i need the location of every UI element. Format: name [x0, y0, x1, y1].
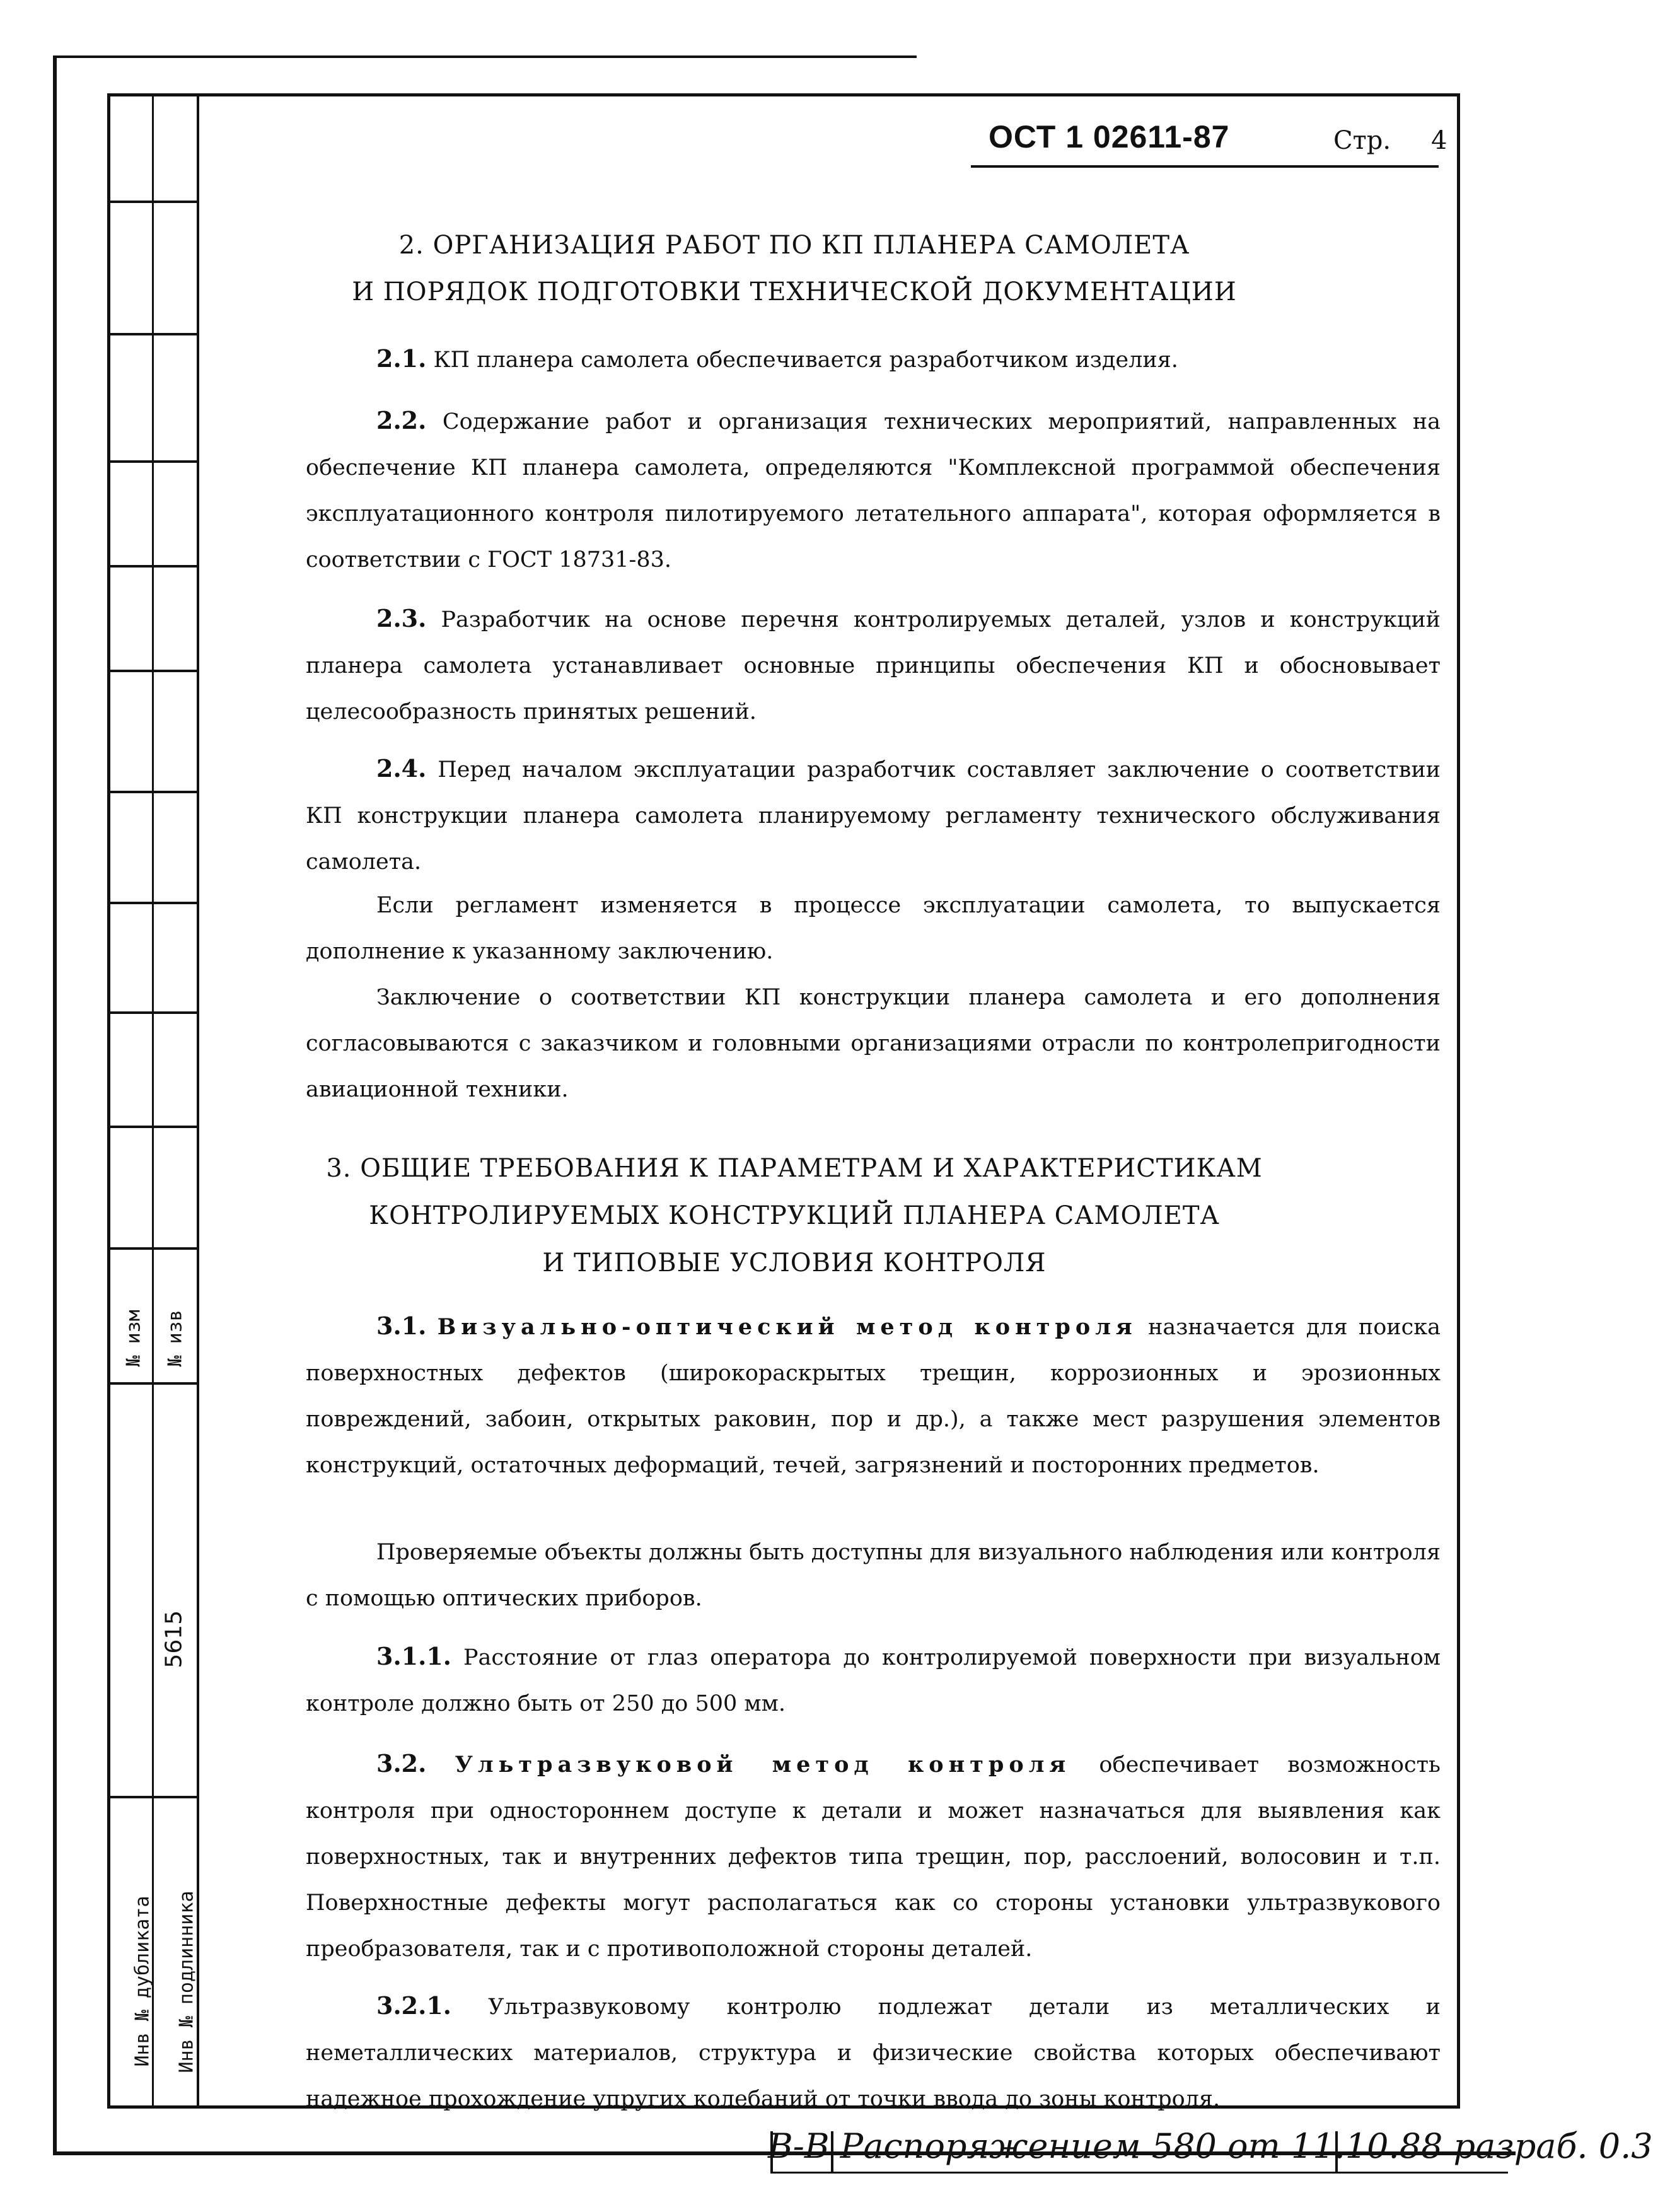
margin-izm-label: № изм [122, 1310, 145, 1367]
method-term: Визуально-оптический метод контроля [437, 1314, 1137, 1340]
paragraph-2-1 [306, 335, 1441, 383]
outer-border-top [53, 55, 917, 58]
paragraph-text: КП планера самолета обеспечивается разработчиком изделия. [426, 347, 1178, 373]
clause-number: 2.3. [376, 604, 427, 632]
amendment-note: В-В Распоряжением 580 от 11.10.88 разраб. 0.3 [768, 2126, 1653, 2166]
page-label: Стр. [1333, 126, 1391, 155]
clause-number: 2.1. [376, 344, 427, 373]
margin-cell-line [107, 565, 199, 568]
clause-number: 2.4. [376, 754, 427, 783]
paragraph-2-4-b: Если регламент изменяется в процессе эксплуатации самолета, то выпускается дополнение к указанному заключению. [306, 893, 1441, 964]
margin-cell-line [107, 1011, 199, 1014]
clause-number: 3.1. [376, 1312, 427, 1340]
margin-cell-line [107, 460, 199, 463]
paragraph-text: Ультразвуковому контролю подлежат детали из металлических и неметаллических материалов, структура и физические свойства которых обеспечивают надежное прохождение упругих колебаний от точки ввода до зоны контроля. [306, 1994, 1441, 2112]
margin-izv-label: № изв [164, 1310, 187, 1367]
paragraph-2-4-c: Заключение о соответствии КП конструкции планера самолета и его дополнения согласовываются с заказчиком и головными организациями отрасли по контролепригодности авиационной техники. [306, 985, 1441, 1102]
margin-divider-2 [197, 93, 199, 2109]
paragraph-3-1-b: Проверяемые объекты должны быть доступны для визуального наблюдения или контроля с помощью оптических приборов. [306, 1540, 1441, 1611]
paragraph-text: Перед началом эксплуатации разработчик составляет заключение о соответствии КП конструкции планера самолета планируемому регламенту технического обслуживания самолета. [306, 757, 1441, 875]
margin-number: 5615 [161, 1610, 187, 1668]
section2-title-line1: 2. ОРГАНИЗАЦИЯ РАБОТ ПО КП ПЛАНЕРА САМОЛЕТА [398, 231, 1190, 260]
footer-underline [770, 2172, 1508, 2174]
paragraph-text: Содержание работ и организация технических мероприятий, направленных на обеспечение КП планера самолета, определяются "Комплексной программой обеспечения эксплуатационного контроля пилотируемого летательного аппарата", которая оформляется в соответствии с ГОСТ 18731-83. [306, 409, 1441, 573]
section2-title-line2: И ПОРЯДОК ПОДГОТОВКИ ТЕХНИЧЕСКОЙ ДОКУМЕНТАЦИИ [352, 277, 1237, 306]
paragraph-text: Расстояние от глаз оператора до контролируемой поверхности при визуальном контроле должно быть от 250 до 500 мм. [306, 1645, 1441, 1716]
paragraph-text: обеспечивает возможность контроля при одностороннем доступе к детали и может назначаться для выявления как поверхностных, так и внутренних дефектов типа трещин, пор, расслоений, волосовин и т.п. Поверхностные дефекты могут располагаться как со стороны установки ультразвукового преобразователя, так и с противоположной стороны деталей. [306, 1752, 1441, 1962]
margin-cell-line [107, 670, 199, 672]
paragraph-text: назначается для поиска поверхностных дефектов (широкораскрытых трещин, коррозионных и эрозионных повреждений, забоин, открытых раковин, пор и др.), а также мест разрушения элементов конструкций, остаточных деформаций, течей, загрязнений и посторонних предметов. [306, 1315, 1441, 1478]
clause-number: 3.1.1. [376, 1642, 452, 1670]
paragraph-text: Разработчик на основе перечня контролируемых деталей, узлов и конструкций планера самолета устанавливает основные принципы обеспечения КП и обосновывает целесообразность принятых решений. [306, 607, 1441, 725]
outer-border-left [53, 55, 57, 2155]
margin-cell-line [107, 333, 199, 335]
clause-number: 2.2. [376, 406, 427, 434]
document-code: ОСТ 1 02611-87 [989, 119, 1230, 154]
margin-divider-1 [152, 93, 154, 2109]
paragraph-3-1 [306, 1303, 1441, 1489]
margin-cell-line [107, 1796, 199, 1798]
paragraph-3-2-1 [306, 1982, 1441, 2122]
page-number: 4 [1431, 126, 1447, 155]
section3-title-line3: И ТИПОВЫЕ УСЛОВИЯ КОНТРОЛЯ [542, 1249, 1047, 1278]
paragraph-3-2 [306, 1740, 1441, 1972]
clause-number: 3.2. [376, 1749, 427, 1778]
margin-cell-line [107, 791, 199, 793]
section3-title-line2: КОНТРОЛИРУЕМЫХ КОНСТРУКЦИЙ ПЛАНЕРА САМОЛЕТА [369, 1201, 1220, 1230]
margin-cell-line [107, 1126, 199, 1128]
paragraph-2-4 [306, 745, 1441, 885]
section3-title-line1: 3. ОБЩИЕ ТРЕБОВАНИЯ К ПАРАМЕТРАМ И ХАРАКТЕРИСТИКАМ [326, 1154, 1263, 1183]
paragraph-3-1-1 [306, 1633, 1441, 1727]
method-term: Ультразвуковой метод контроля [455, 1752, 1071, 1778]
header-rule [971, 165, 1439, 168]
paragraph-2-2 [306, 397, 1441, 583]
margin-cell-line [107, 1382, 199, 1385]
clause-number: 3.2.1. [376, 1991, 452, 2020]
paragraph-2-3 [306, 595, 1441, 735]
margin-inv-dubl: Инв № дубликата [131, 1895, 154, 2067]
margin-cell-line [107, 902, 199, 904]
margin-inv-podl: Инв № подлинника [175, 1890, 198, 2073]
margin-cell-line [107, 201, 199, 203]
